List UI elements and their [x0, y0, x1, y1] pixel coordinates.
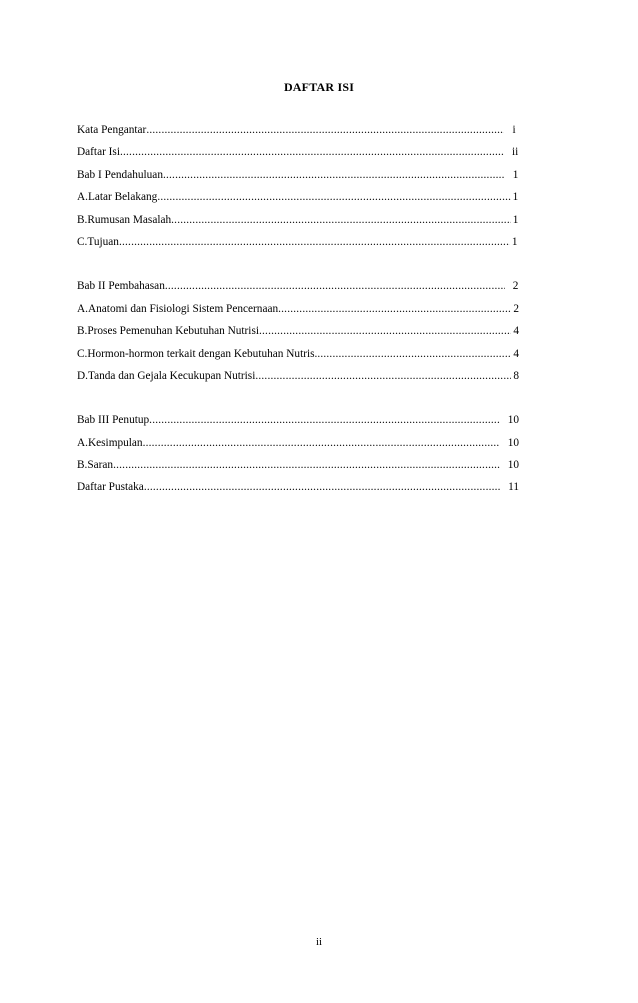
toc-entry-tanda-gejala [77, 365, 519, 387]
toc-leader-dots [120, 141, 504, 163]
toc-entry-label: Bab III Penutup [77, 414, 150, 427]
toc-entry-page: 10 [507, 459, 519, 472]
toc-entry-kata-pengantar [77, 119, 519, 141]
toc-entry-number: B. [77, 213, 88, 226]
toc-entry-bab-2 [77, 275, 519, 297]
toc-entry-label: Tanda dan Gejala Kecukupan Nutrisi [87, 369, 256, 382]
toc-entry-page: 4 [513, 347, 519, 360]
toc-entry-label: Rumusan Masalah [87, 213, 172, 226]
toc-leader-dots [259, 320, 511, 342]
toc-entry-number: A. [77, 191, 88, 204]
toc-entry-bab-1 [77, 164, 519, 186]
toc-leader-dots [144, 476, 500, 498]
toc-entry-label: Latar Belakang [87, 191, 158, 204]
toc-entry-page: 2 [512, 280, 519, 293]
toc-entry-bab-3 [77, 409, 519, 431]
toc-entry-label: Tujuan [87, 235, 119, 248]
toc-leader-dots [165, 275, 505, 297]
toc-entry-label: Kata Pengantar [77, 124, 147, 136]
toc-leader-dots [163, 164, 505, 186]
toc-entry-label: Daftar Pustaka [77, 481, 144, 494]
toc-entry-label: Hormon-hormon terkait dengan Kebutuhan Nutris. [87, 347, 318, 360]
page-number: ii [315, 936, 323, 948]
toc-leader-dots [113, 454, 500, 476]
toc-entry-page: i [512, 124, 516, 136]
toc-entry-daftar-isi [77, 141, 519, 163]
toc-leader-dots [255, 365, 511, 387]
toc-entry-page: 4 [513, 325, 519, 338]
toc-entry-tujuan [77, 231, 519, 253]
toc-entry-daftar-pustaka [77, 476, 519, 498]
toc-entry-number: C. [77, 235, 88, 248]
toc-entry-hormon [77, 343, 519, 365]
page-title: DAFTAR ISI [283, 80, 355, 94]
toc-entry-number: B. [77, 459, 88, 472]
toc-entry-label: Kesimpulan [87, 436, 143, 449]
toc-entry-page: 10 [507, 414, 519, 427]
toc-entry-page: 1 [511, 235, 518, 248]
toc-entry-number: A. [77, 436, 88, 449]
toc-entry-label: Bab I Pendahuluan [77, 168, 163, 181]
toc-entry-page: 11 [508, 481, 519, 494]
toc-entry-page: ii [512, 146, 519, 159]
toc-entry-page: 10 [507, 436, 519, 449]
toc-entry-label: Daftar Isi [77, 146, 120, 159]
toc-leader-dots [317, 343, 511, 365]
toc-entry-saran [77, 454, 519, 476]
table-of-contents [77, 119, 519, 499]
toc-entry-page: 1 [512, 191, 519, 204]
toc-leader-dots [149, 409, 500, 431]
toc-entry-label: Proses Pemenuhan Kebutuhan Nutrisi [87, 325, 259, 338]
toc-leader-dots [171, 209, 511, 231]
toc-entry-rumusan-masalah [77, 209, 519, 231]
toc-entry-anatomi [77, 298, 519, 320]
toc-entry-number: C. [77, 347, 88, 360]
toc-leader-dots [143, 432, 500, 454]
toc-entry-number: A. [77, 302, 88, 315]
toc-entry-number: D. [77, 369, 88, 382]
toc-entry-label: Saran [87, 459, 114, 472]
toc-entry-latar-belakang [77, 186, 519, 208]
toc-entry-label: Anatomi dan Fisiologi Sistem Pencernaan [87, 302, 279, 315]
toc-entry-page: 1 [512, 213, 519, 226]
toc-entry-proses-pemenuhan [77, 320, 519, 342]
toc-leader-dots [278, 298, 511, 320]
toc-entry-page: 1 [512, 168, 519, 181]
toc-entry-page: 2 [513, 302, 519, 315]
toc-entry-kesimpulan [77, 432, 519, 454]
toc-entry-label: Bab II Pembahasan [77, 280, 165, 293]
toc-leader-dots [157, 186, 510, 208]
toc-entry-number: B. [77, 325, 88, 338]
toc-leader-dots [119, 231, 510, 253]
toc-entry-page: 8 [513, 369, 519, 382]
toc-leader-dots [146, 119, 504, 141]
